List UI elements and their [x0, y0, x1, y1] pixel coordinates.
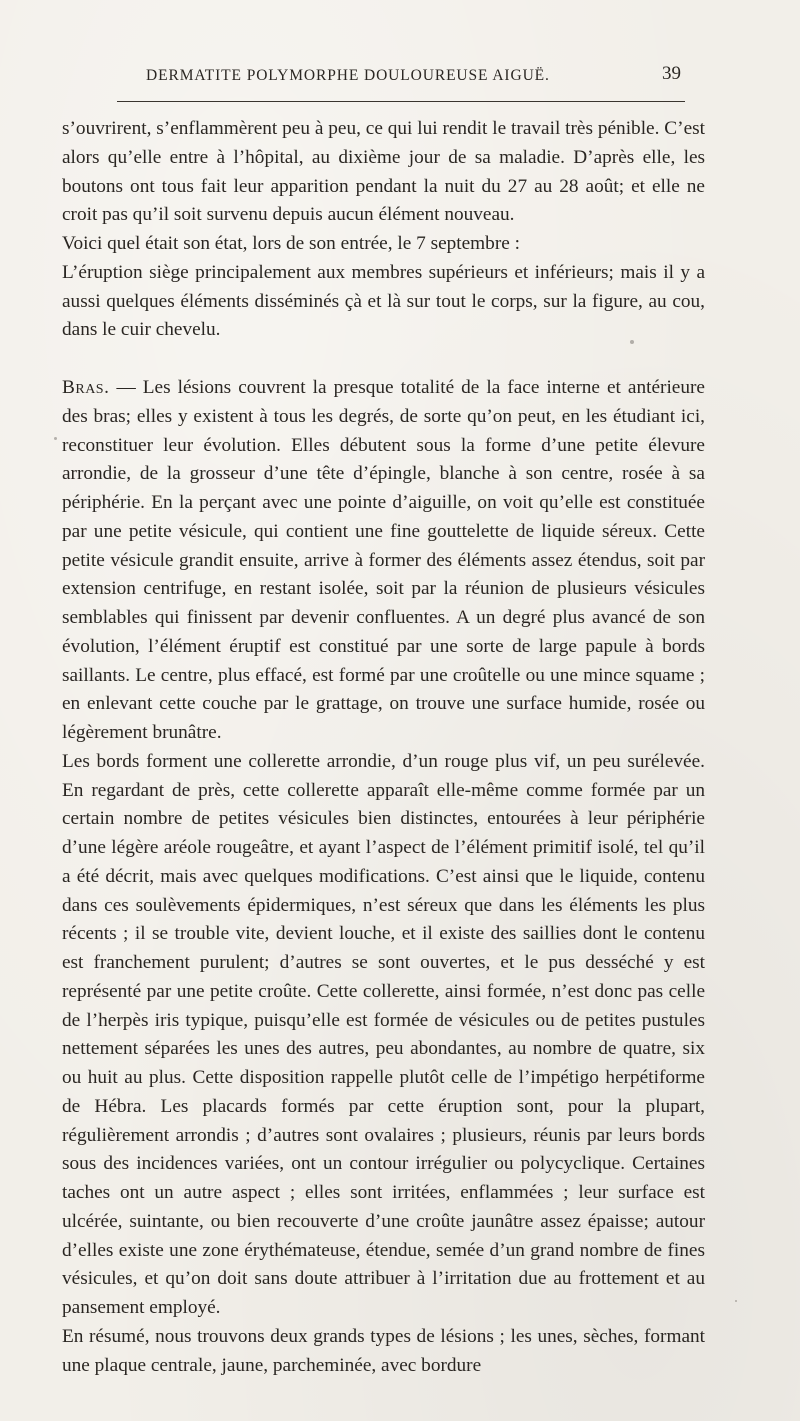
section-lead-bras: Bras. — [62, 377, 110, 398]
paragraph-5: Les bords forment une collerette arrondie, d’un rouge plus vif, un peu surélevée. En regardant de près, cette collerette apparaît elle-même comme formée par un certain nombre de petites vésicules bien distinctes, entourées à leur périphérie d’une légère aréole rougeâtre, et ayant l’aspect de l’élément primitif isolé, tel qu’il a été décrit, mais avec quelques modifications. C’est ainsi que le liquide, contenu dans ces soulèvements épidermiques, n’est séreux que dans les éléments les plus récents ; il se trouble vite, devient louche, et il existe des saillies dont le contenu est franchement purulent; d’autres se sont ouvertes, et le pus desséché y est représenté par une petite croûte. Cette collerette, ainsi formée, n’est donc pas celle de l’herpès iris typique, puisqu’elle est formée de vésicules ou de petites pustules nettement séparées les unes des autres, peu abondantes, au nombre de quatre, six ou huit au plus. Cette disposition rappelle plutôt celle de l’impétigo herpétiforme de Hébra. Les placards formés par cette éruption sont, pour la plupart, régulièrement arrondis ; d’autres sont ovalaires ; plusieurs, réunis par leurs bords sous des incidences variées, ont un contour irrégulier ou polycyclique. Certaines taches ont un autre aspect ; elles sont irritées, enflammées ; leur surface est ulcérée, suintante, ou bien recouverte d’une croûte jaunâtre assez épaisse; autour d’elles existe une zone érythémateuse, étendue, semée d’un grand nombre de fines vésicules, et qu’on doit sans doute attribuer à l’irritation due au frottement et au pansement employé. — [62, 750, 705, 1318]
running-head — [0, 63, 800, 93]
paper-speck — [735, 1300, 737, 1302]
paragraph-3: L’éruption siège principalement aux membres supérieurs et inférieurs; mais il y a aussi quelques éléments disséminés çà et là sur tout le corps, sur la figure, au cou, dans le cuir chevelu. — [62, 261, 705, 341]
paragraph-4-text: — Les lésions couvrent la presque totalité de la face interne et antérieure des bras; elles y existent à tous les degrés, de sorte qu’on peut, en les étudiant ici, reconstituer leur évolution. Elles débutent sous la forme d’une petite élevure arrondie, de la grosseur d’une tête d’épingle, blanche à son centre, rosée à sa périphérie. En la perçant avec une pointe d’aiguille, on voit qu’elle est constituée par une petite vésicule, qui contient une fine gouttelette de liquide séreux. Cette petite vésicule grandit ensuite, arrive à former des éléments assez étendus, soit par extension centrifuge, en restant isolée, soit par la réunion de plusieurs vésicules semblables qui finissent par devenir confluentes. A un degré plus avancé de son évolution, l’élément éruptif est constitué par une sorte de large papule à bords saillants. Le centre, plus effacé, est formé par une croûtelle ou une mince squame ; en enlevant cette couche par le grattage, on trouve une surface humide, rosée ou légèrement brunâtre. — [62, 377, 705, 743]
paper-speck — [54, 437, 57, 440]
paper-speck — [630, 340, 634, 344]
body-text — [62, 115, 705, 1380]
paragraph-6: En résumé, nous trouvons deux grands types de lésions ; les unes, sèches, formant une plaque centrale, jaune, parcheminée, avec bordure — [62, 1325, 705, 1376]
running-title: DERMATITE POLYMORPHE DOULOUREUSE AIGUË. — [146, 67, 550, 84]
paragraph-1: s’ouvrirent, s’enflammèrent peu à peu, ce qui lui rendit le travail très pénible. C’est alors qu’elle entre à l’hôpital, au dixième jour de sa maladie. D’après elle, les boutons ont tous fait leur apparition pendant la nuit du 27 au 28 août; et elle ne croit pas qu’il soit survenu depuis aucun élément nouveau. — [62, 118, 705, 226]
paragraph-4 — [62, 374, 705, 748]
header-rule — [117, 101, 685, 102]
section-gap — [62, 345, 705, 374]
paragraph-2: Voici quel était son état, lors de son entrée, le 7 septembre : — [62, 233, 520, 254]
page-number: 39 — [662, 63, 681, 84]
